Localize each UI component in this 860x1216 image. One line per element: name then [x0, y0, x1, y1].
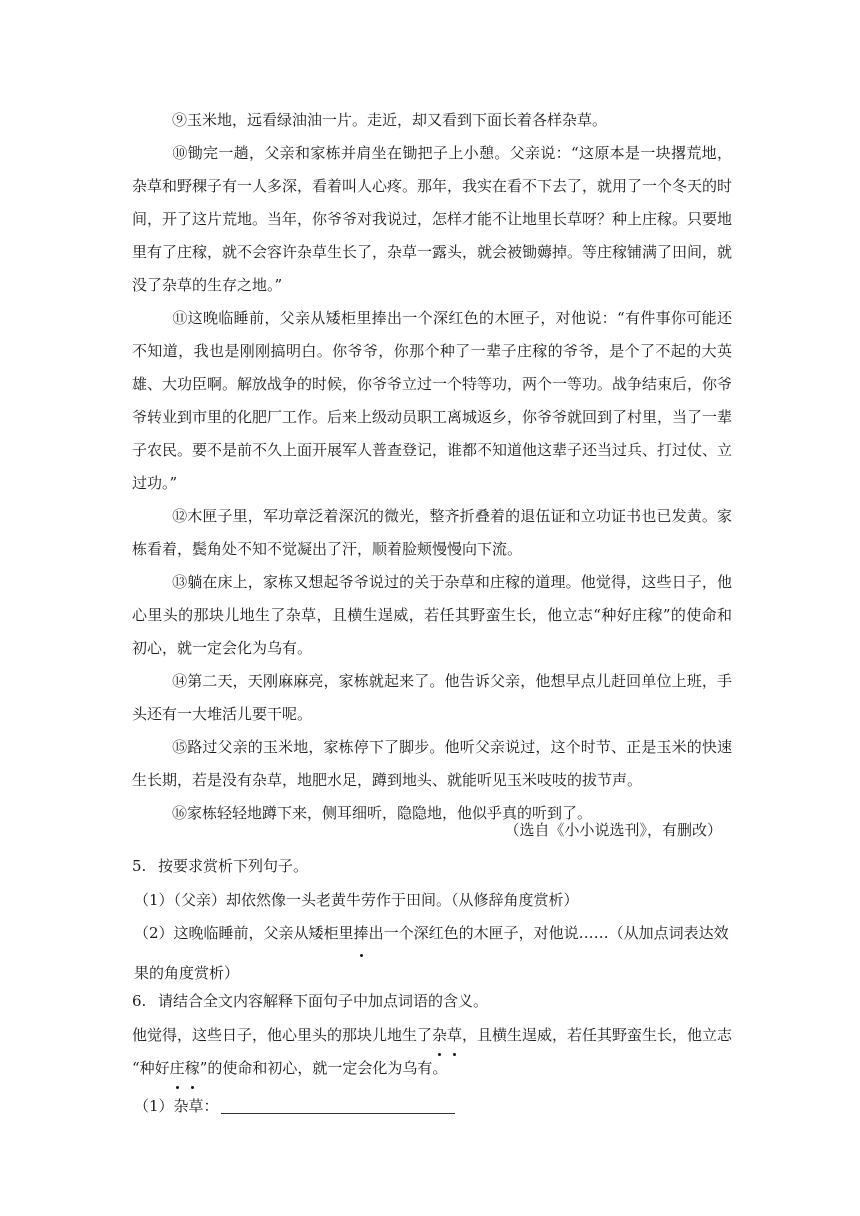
paragraph-16: ⑯家栋轻轻地蹲下来，侧耳细听，隐隐地，他似乎真的听到了。 — [172, 804, 593, 822]
paragraph-13: ⑬躺在床上，家栋又想起爷爷说过的关于杂草和庄稼的道理。他觉得，这些日子，他心里头的那块儿地生了杂草，且横生逞威，若任其野蛮生长，他立志“种好庄稼”的使命和初心，就一定会化为乌有。 — [132, 573, 732, 657]
question-6-title: 6. 请结合全文内容解释下面句子中加点词语的含义。 — [132, 985, 732, 1018]
paragraph-10: ⑩锄完一趟，父亲和家栋并肩坐在锄把子上小憩。父亲说：“这原本是一块撂荒地，杂草和野稞子有一人多深，看着叫人心疼。那年，我实在看不下去了，就用了一个冬天的时间，开了这片荒地。当年，你爷爷对我说过，怎样才能不让地里长草呀？种上庄稼。只要地里有了庄稼，就不会容许杂草生长了，杂草一露头，就会被锄薅掉。等庄稼铺满了田间，就没了杂草的生存之地。” — [132, 144, 733, 294]
question-6-answer-1: （1）杂草： — [134, 1088, 732, 1125]
paragraph-15: ⑮路过父亲的玉米地，家栋停下了脚步。他听父亲说过，这个时节、正是玉米的快速生长期，若是没有杂草，地肥水足，蹲到地头、就能听见玉米吱吱的拔节声。 — [132, 738, 732, 789]
question-6-number: 6. — [132, 992, 147, 1010]
dotted-word: 捧 — [354, 913, 369, 953]
source-citation: （选自《小小说选刊》，有删改） — [504, 821, 722, 839]
answer-blank[interactable] — [221, 1097, 455, 1114]
question-5-number: 5. — [132, 857, 147, 875]
dotted-char: 杂 — [432, 1019, 447, 1052]
dotted-char: 稼 — [185, 1052, 200, 1085]
paragraph-12: ⑫木匣子里，军功章泛着深沉的微光，整齐折叠着的退伍证和立功证书也已发黄。家栋看着，鬓角处不知不觉凝出了汗，顺着脸颊慢慢向下流。 — [132, 507, 732, 558]
question-5-sub-2: （2）这晚临睡前，父亲从矮柜里捧出一个深红色的木匣子，对他说……（从加点词表达效果的角度赏析） — [134, 913, 732, 993]
question-5-sub-1: （1）（父亲）却依然像一头老黄牛劳作于田间。（从修辞角度赏析） — [134, 891, 579, 909]
question-6-quote-line-2: “种好庄稼”的使命和初心，就一定会化为乌有。 — [132, 1052, 732, 1085]
dotted-char: 草 — [447, 1019, 462, 1052]
dotted-char: 庄 — [170, 1052, 185, 1085]
paragraph-11: ⑪这晚临睡前，父亲从矮柜里捧出一个深红色的木匣子，对他说：“有件事你可能还不知道，我也是刚刚搞明白。你爷爷，你那个种了一辈子庄稼的爷爷，是个了不起的大英雄、大功臣啊。解放战争的时候，你爷爷立过一个特等功，两个一等功。战争结束后，你爷爷转业到市里的化肥厂工作。后来上级动员职工离城返乡，你爷爷就回到了村里，当了一辈子农民。要不是前不久上面开展军人普查登记，谁都不知道他这辈子还当过兵、打过仗、立过功。” — [132, 309, 733, 492]
question-6-quote-line-1: 他觉得，这些日子，他心里头的那块儿地生了杂草，且横生逞威，若任其野蛮生长，他立志 — [132, 1019, 732, 1052]
paragraph-14: ⑭第二天，天刚麻麻亮，家栋就起来了。他告诉父亲，他想早点儿赶回单位上班，手头还有一大堆活儿要干呢。 — [132, 672, 732, 723]
question-5-title: 5. 按要求赏析下列句子。 — [132, 850, 732, 883]
paragraph-9: ⑨玉米地，远看绿油油一片。走近，却又看到下面长着各样杂草。 — [172, 111, 608, 129]
